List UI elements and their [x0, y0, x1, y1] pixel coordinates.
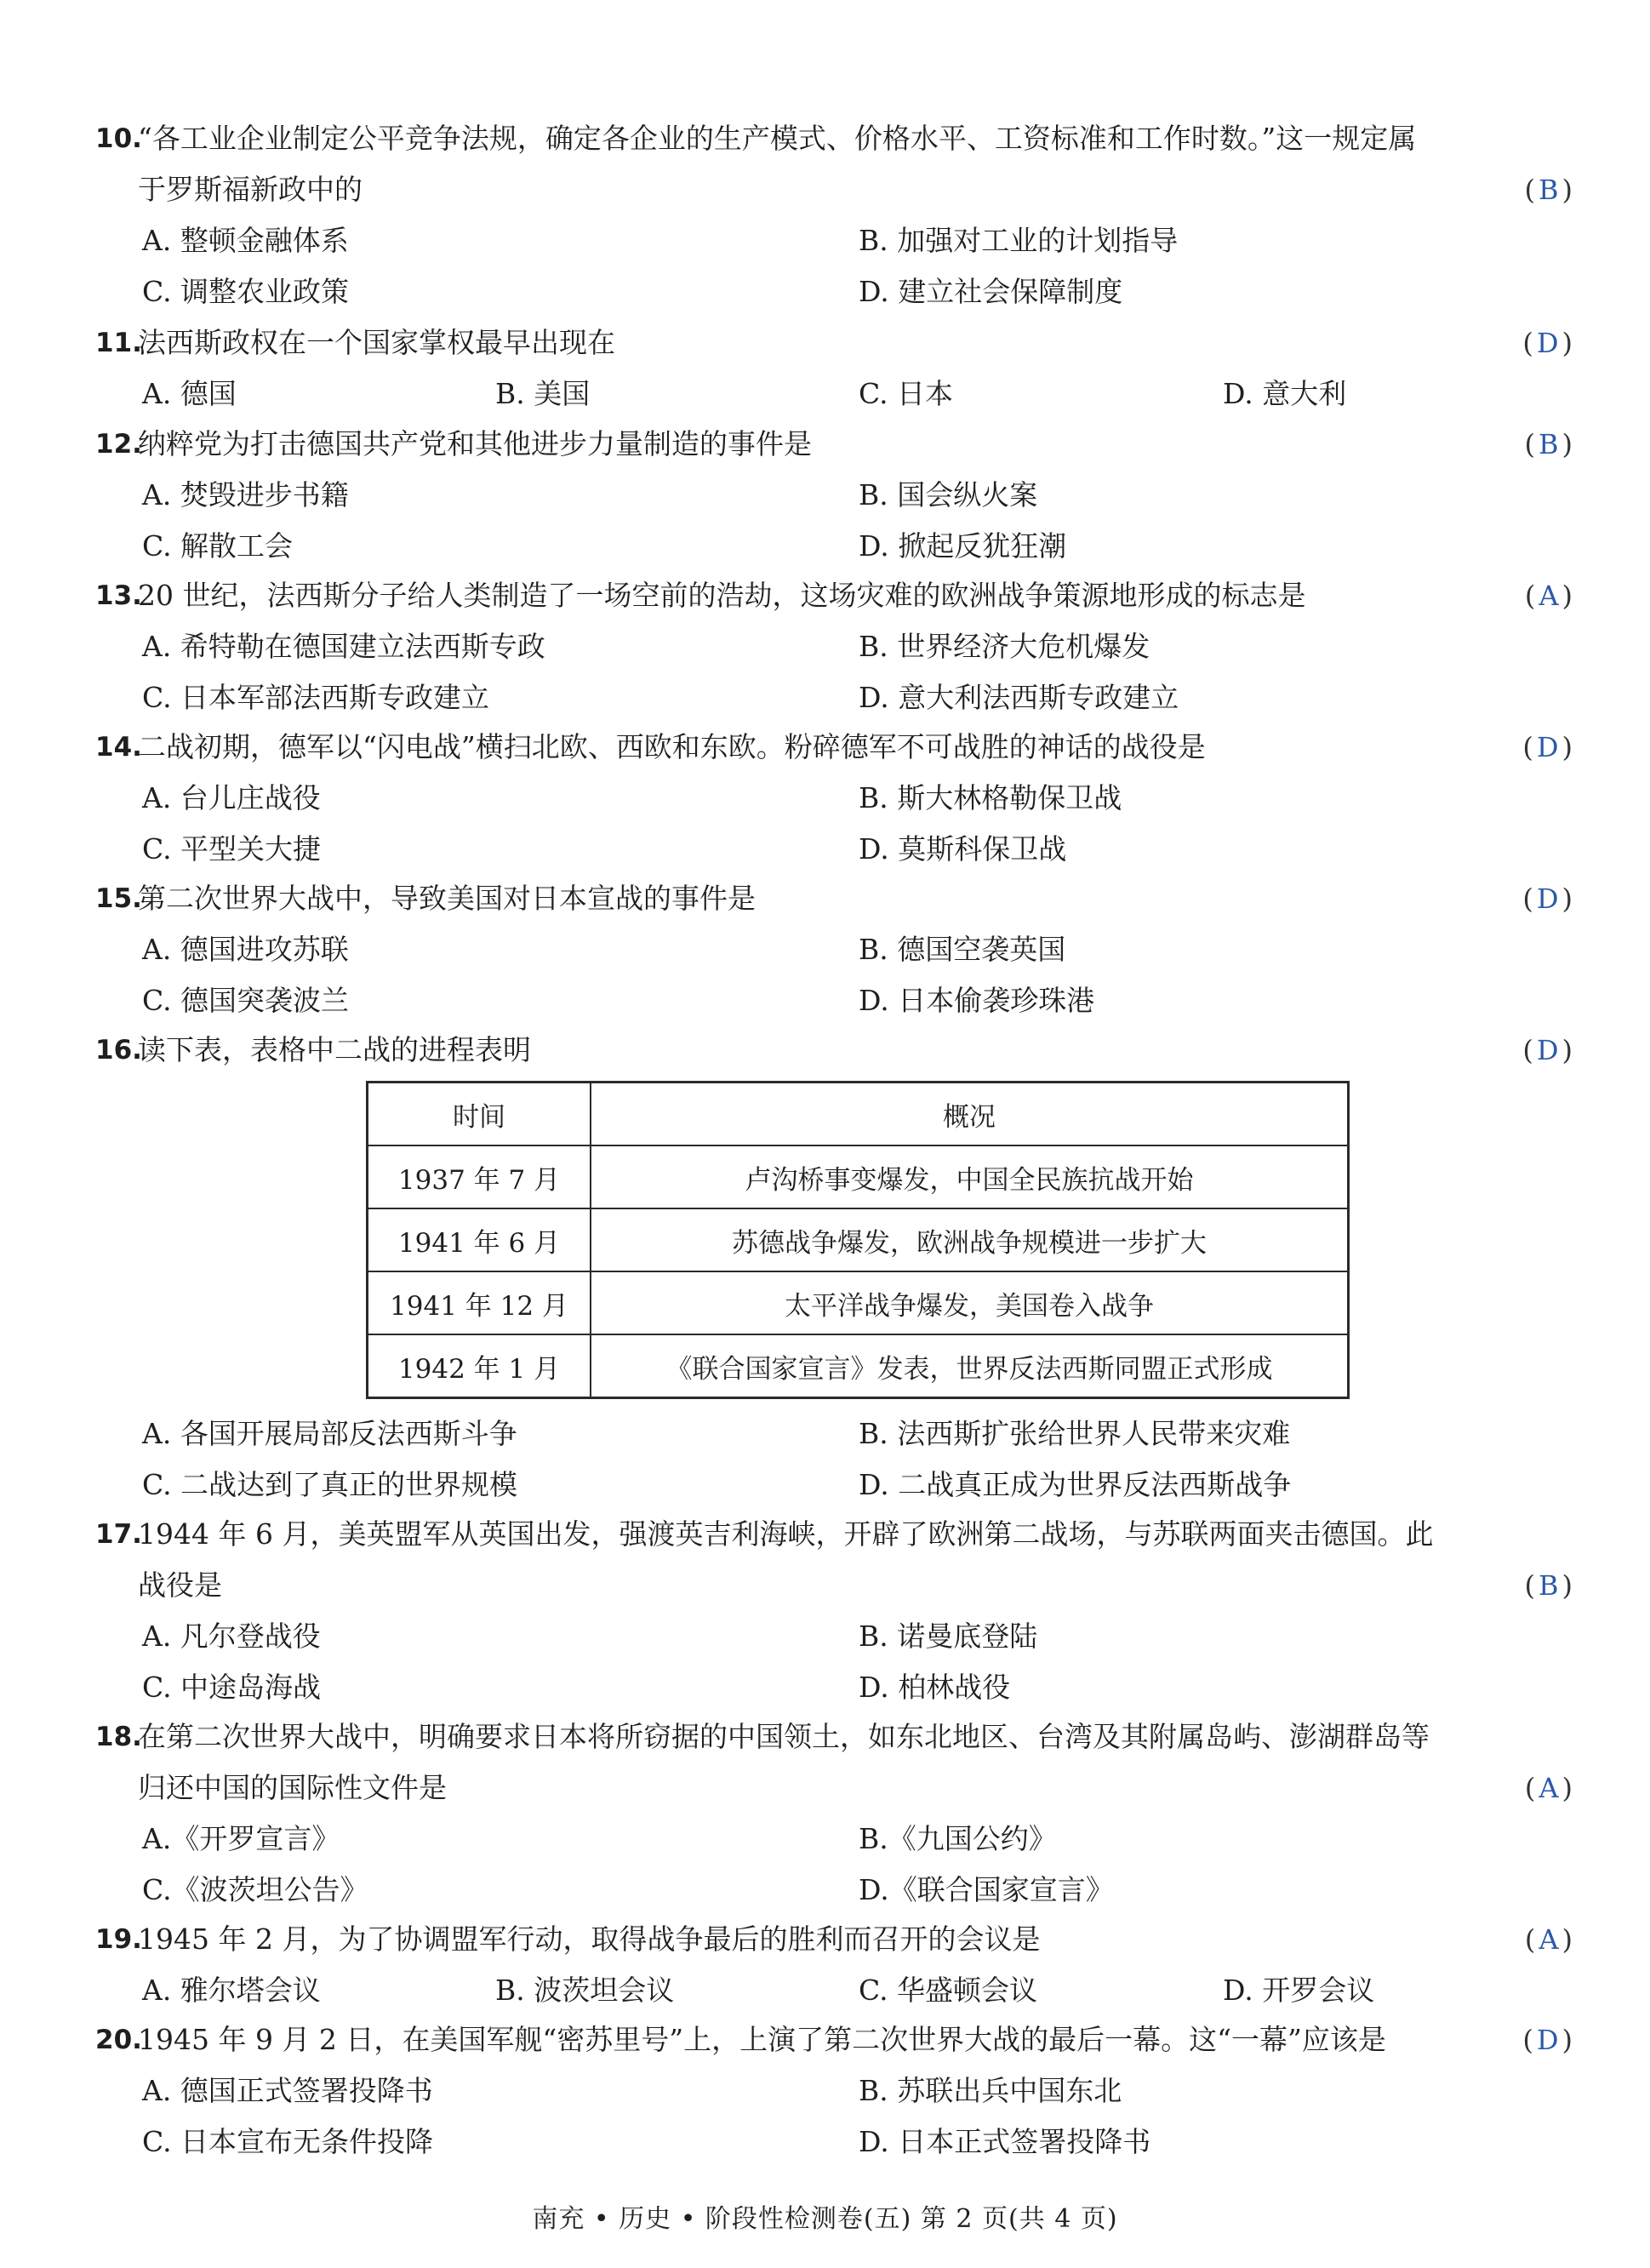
option-c: C. 德国突袭波兰 — [142, 984, 350, 1017]
answer: (A) — [1524, 1923, 1576, 1956]
options-row — [95, 2117, 1576, 2168]
question-20 — [95, 2014, 1576, 2168]
option-c: C. 日本军部法西斯专政建立 — [142, 681, 490, 714]
options-row — [95, 924, 1576, 975]
option-a: A. 德国正式签署投降书 — [142, 2074, 433, 2107]
question-stem: 二战初期，德军以“闪电战”横扫北欧、西欧和东欧。粉碎德军不可战胜的神话的战役是 — [138, 730, 1206, 763]
answer: (A) — [1524, 580, 1576, 612]
option-a: A. 各国开展局部反法西斯斗争 — [142, 1417, 517, 1450]
question-number: 10. — [95, 123, 142, 154]
table-cell-summary: 卢沟桥事变爆发，中国全民族抗战开始 — [591, 1145, 1349, 1208]
question-stem: 1945 年 9 月 2 日，在美国军舰“密苏里号”上，上演了第二次世界大战的最后一幕。这“一幕”应该是 — [138, 2023, 1386, 2056]
question-16-options — [95, 1408, 1576, 1511]
option-c: C. 平型关大捷 — [142, 832, 322, 865]
option-a: A. 希特勒在德国建立法西斯专政 — [142, 630, 545, 663]
answer: (A) — [1524, 1772, 1576, 1804]
options-row — [95, 470, 1576, 521]
option-a: A. 焚毁进步书籍 — [142, 478, 349, 511]
option-b: B. 苏联出兵中国东北 — [859, 2074, 1122, 2107]
question-10 — [95, 113, 1576, 317]
options-row — [95, 1408, 1576, 1460]
page-footer: 南充 • 历史 • 阶段性检测卷(五) 第 2 页(共 4 页) — [532, 2204, 1118, 2234]
table-cell-time: 1937 年 7 月 — [368, 1145, 591, 1208]
question-11 — [95, 317, 1576, 420]
option-b: B. 斯大林格勒保卫战 — [859, 781, 1122, 814]
option-a: A.《开罗宣言》 — [142, 1822, 340, 1855]
question-13 — [95, 570, 1576, 723]
table-row — [368, 1334, 1349, 1398]
option-d: D. 莫斯科保卫战 — [859, 832, 1067, 865]
options-row — [95, 2065, 1576, 2117]
answer: (D) — [1522, 731, 1576, 763]
table-cell-time: 1941 年 12 月 — [368, 1271, 591, 1334]
option-c: C.《波茨坦公告》 — [142, 1873, 368, 1906]
question-14 — [95, 722, 1576, 875]
question-stem: 读下表，表格中二战的进程表明 — [138, 1033, 531, 1066]
option-a: A. 整顿金融体系 — [142, 224, 349, 257]
option-c: C. 二战达到了真正的世界规模 — [142, 1468, 518, 1501]
options-row — [95, 1814, 1576, 1865]
question-stem: 1944 年 6 月，美英盟军从英国出发，强渡英吉利海峡，开辟了欧洲第二战场，与苏联两面夹击德国。此战役是 — [138, 1517, 1434, 1602]
option-b: B.《九国公约》 — [859, 1822, 1057, 1855]
question-stem: 20 世纪，法西斯分子给人类制造了一场空前的浩劫，这场灾难的欧洲战争策源地形成的标志是 — [138, 579, 1306, 612]
question-number: 20. — [95, 2025, 142, 2055]
table-row — [368, 1271, 1349, 1334]
options-row — [95, 215, 1576, 266]
option-b: B. 德国空袭英国 — [859, 933, 1066, 966]
table-cell-summary: 太平洋战争爆发，美国卷入战争 — [591, 1271, 1349, 1334]
option-b: B. 美国 — [495, 377, 591, 410]
option-d: D. 二战真正成为世界反法西斯战争 — [859, 1468, 1292, 1501]
question-number: 12. — [95, 429, 142, 460]
question-16 — [95, 1025, 1576, 1076]
option-d: D. 掀起反犹狂潮 — [859, 529, 1067, 563]
options-row — [95, 975, 1576, 1026]
table-cell-time: 1941 年 6 月 — [368, 1208, 591, 1271]
question-number: 18. — [95, 1722, 142, 1752]
table-row — [368, 1208, 1349, 1271]
question-stem: 纳粹党为打击德国共产党和其他进步力量制造的事件是 — [138, 427, 812, 460]
option-a: A. 德国 — [142, 377, 237, 410]
option-b: B. 诺曼底登陆 — [859, 1620, 1038, 1653]
answer: (D) — [1522, 2024, 1576, 2056]
option-c: C. 调整农业政策 — [142, 275, 350, 308]
question-number: 15. — [95, 883, 142, 914]
table-header-time: 时间 — [368, 1083, 591, 1146]
options-row — [95, 266, 1576, 317]
options-row — [95, 1865, 1576, 1916]
option-c: C. 解散工会 — [142, 529, 294, 563]
option-a: A. 德国进攻苏联 — [142, 933, 349, 966]
option-d: D. 意大利 — [1223, 377, 1347, 410]
history-table — [366, 1081, 1350, 1399]
option-d: D.《联合国家宣言》 — [859, 1873, 1114, 1906]
question-number: 17. — [95, 1519, 142, 1550]
table-cell-time: 1942 年 1 月 — [368, 1334, 591, 1398]
option-a: A. 台儿庄战役 — [142, 781, 321, 814]
option-d: D. 开罗会议 — [1223, 1974, 1375, 2007]
question-number: 11. — [95, 328, 142, 358]
answer: (B) — [1524, 1569, 1576, 1602]
option-c: C. 日本 — [859, 377, 954, 410]
option-d: D. 日本正式签署投降书 — [859, 2125, 1151, 2158]
question-15 — [95, 873, 1576, 1026]
question-number: 19. — [95, 1924, 142, 1955]
option-d: D. 意大利法西斯专政建立 — [859, 681, 1179, 714]
options-row — [95, 368, 1576, 420]
option-b: B. 法西斯扩张给世界人民带来灾难 — [859, 1417, 1291, 1450]
question-stem: 法西斯政权在一个国家掌权最早出现在 — [138, 326, 615, 359]
question-stem: 在第二次世界大战中，明确要求日本将所窃据的中国领土，如东北地区、台湾及其附属岛屿、澎湖群岛等归还中国的国际性文件是 — [138, 1720, 1430, 1804]
table-row — [368, 1145, 1349, 1208]
options-row — [95, 824, 1576, 875]
option-a: A. 凡尔登战役 — [142, 1620, 321, 1653]
option-b: B. 世界经济大危机爆发 — [859, 630, 1150, 663]
options-row — [95, 1965, 1576, 2016]
option-b: B. 国会纵火案 — [859, 478, 1038, 511]
table-header-row — [368, 1083, 1349, 1146]
options-row — [95, 1460, 1576, 1511]
question-number: 16. — [95, 1035, 142, 1065]
options-row — [95, 621, 1576, 672]
question-18 — [95, 1711, 1576, 1916]
options-row — [95, 1662, 1576, 1713]
option-d: D. 日本偷袭珍珠港 — [859, 984, 1095, 1017]
option-c: C. 华盛顿会议 — [859, 1974, 1038, 2007]
option-c: C. 日本宣布无条件投降 — [142, 2125, 434, 2158]
table-header-summary: 概况 — [591, 1083, 1349, 1146]
option-a: A. 雅尔塔会议 — [142, 1974, 321, 2007]
answer: (D) — [1522, 1034, 1576, 1066]
question-17 — [95, 1509, 1576, 1713]
question-stem: “各工业企业制定公平竞争法规，确定各企业的生产模式、价格水平、工资标准和工作时数。”这一规定属于罗斯福新政中的 — [138, 122, 1417, 206]
answer: (D) — [1522, 883, 1576, 915]
options-row — [95, 521, 1576, 572]
question-number: 13. — [95, 580, 142, 611]
option-b: B. 加强对工业的计划指导 — [859, 224, 1179, 257]
question-number: 14. — [95, 732, 142, 763]
answer: (B) — [1524, 174, 1576, 206]
option-b: B. 波茨坦会议 — [495, 1974, 675, 2007]
question-stem: 第二次世界大战中，导致美国对日本宣战的事件是 — [138, 882, 756, 915]
question-12 — [95, 419, 1576, 572]
option-d: D. 柏林战役 — [859, 1671, 1011, 1704]
option-d: D. 建立社会保障制度 — [859, 275, 1123, 308]
answer: (D) — [1522, 327, 1576, 359]
table-cell-summary: 《联合国家宣言》发表，世界反法西斯同盟正式形成 — [591, 1334, 1349, 1398]
answer: (B) — [1524, 428, 1576, 460]
question-19 — [95, 1914, 1576, 2016]
options-row — [95, 773, 1576, 824]
options-row — [95, 672, 1576, 723]
table-cell-summary: 苏德战争爆发，欧洲战争规模进一步扩大 — [591, 1208, 1349, 1271]
question-stem: 1945 年 2 月，为了协调盟军行动，取得战争最后的胜利而召开的会议是 — [138, 1922, 1041, 1956]
option-c: C. 中途岛海战 — [142, 1671, 322, 1704]
options-row — [95, 1611, 1576, 1662]
